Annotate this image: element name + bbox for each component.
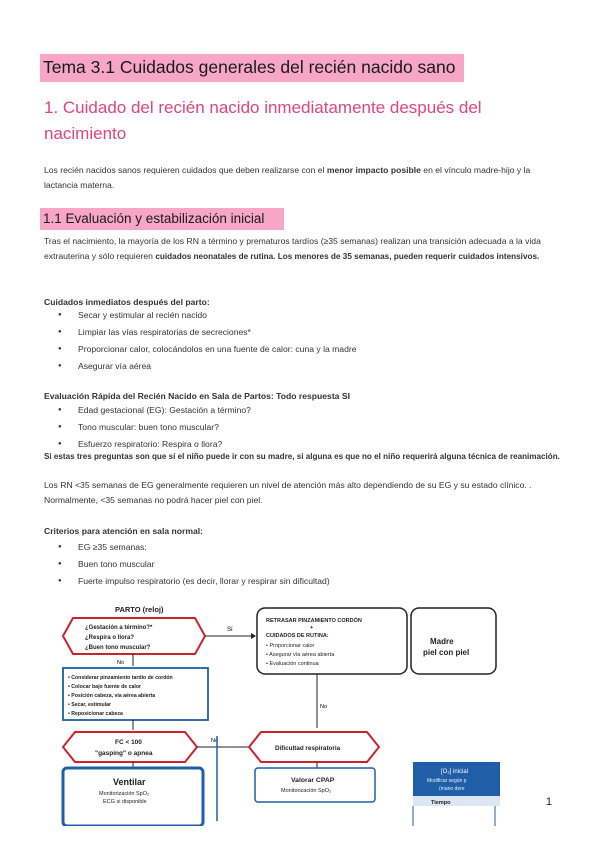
si-label: Sí (227, 627, 233, 633)
rutina-plus: + (310, 625, 314, 631)
cpap-label: Valorar CPAP (291, 777, 335, 784)
list-item: ● Buen tono muscular (62, 559, 154, 569)
question-2: ¿Respira o llora? (85, 635, 135, 641)
list-item: ● Secar y estimular al recién nacido (62, 310, 207, 320)
fc-box (63, 732, 197, 762)
p1-text-bold: cuidados neonatales de rutina. Los menores de 35 semanas, pueden requerir cuidados intensivos. (155, 252, 540, 261)
question-3: ¿Buen tono muscular? (85, 645, 151, 651)
madre-title: Madre (430, 637, 454, 646)
section-1-1-highlight (40, 208, 284, 230)
rutina-item: • Asegurar vía aérea abierta (266, 652, 335, 658)
o2-title: [O₂] inicial (441, 769, 469, 775)
question-1: ¿Gestación a término?* (85, 625, 153, 631)
rn-35-paragraph: Los RN <35 semanas de EG generalmente requieren un nivel de atención más alto dependiendo de su EG y su estado clínico. . Normalmente, <35 semanas no podrá hacer piel con piel. (44, 480, 532, 505)
step-item: • Secar, estimular (68, 702, 112, 708)
list-item: ● Tono muscular: buen tono muscular? (62, 422, 219, 432)
parto-label: PARTO (reloj) (115, 605, 164, 614)
page-number: 1 (545, 796, 552, 808)
page-title-highlight (40, 54, 464, 82)
fc-label: FC < 100 (115, 739, 142, 746)
list-item: ● Edad gestacional (EG): Gestación a término? (62, 405, 251, 415)
no-label: No (211, 738, 219, 744)
p1-text: Tras el nacimiento, la mayoría de los RN a término y prematuros tardíos (≥35 semanas) realizan una transición adecuada a la vida extrauterina y sólo requieren (44, 236, 541, 261)
madre-subtitle: piel con piel (423, 648, 470, 657)
list-item: ● EG ≥35 semanas: (62, 542, 147, 552)
no-label: No (117, 660, 125, 666)
cuidados-title: Cuidados inmediatos después del parto: (44, 297, 210, 307)
rutina-item: • Proporcionar calor (266, 643, 315, 649)
intro-text-bold: menor impacto posible (326, 165, 421, 175)
step-item: • Reposicionar cabeza (68, 711, 123, 717)
cpap-box (255, 768, 375, 802)
page-title: Tema 3.1 Cuidados generales del recién nacido sano (43, 57, 456, 77)
dificultad-label: Dificultad respiratoria (275, 745, 341, 752)
list-item: ● Limpiar las vías respiratorias de secreciones* (62, 327, 251, 337)
tiempo-label: Tiempo (431, 800, 451, 806)
section-1-intro (44, 163, 564, 193)
section-1-1-heading: 1.1 Evaluación y estabilización inicial (43, 211, 265, 226)
o2-sub: Modificar según p (427, 778, 467, 784)
list-item: ● Esfuerzo respiratorio: Respira o llora? (62, 439, 222, 449)
intro-text-c: en el vínculo madre-hijo y la lactancia materna. (44, 165, 531, 190)
step-item: • Considerar pinzamiento tardío de cordón (68, 675, 173, 681)
cpap-sub: Monitorización SpO₂ (281, 788, 332, 794)
list-item: ● Fuerte impulso respiratorio (es decir, llorar y respirar sin dificultad) (62, 576, 330, 586)
list-item: ● Asegurar vía aérea (62, 361, 151, 371)
criterios-title: Criterios para atención en sala normal: (44, 526, 204, 536)
ventilar-sub: ECG si disponible (103, 799, 147, 805)
no-label: No (320, 704, 328, 710)
rutina-item: • Evaluación continua (266, 661, 319, 667)
evaluacion-title: Evaluación Rápida del Recién Nacido en Sala de Partos: Todo respuesta SI (44, 391, 350, 401)
evaluacion-note: Si estas tres preguntas son que sí el niño puede ir con su madre, si alguna es que no el niño requerirá alguna técnica de reanimación. (44, 452, 560, 461)
fc-sub: "gasping" o apnea (95, 750, 153, 757)
ventilar-sub: Monitorización SpO₂ (99, 791, 150, 797)
o2-sub: (mano dere (439, 786, 465, 792)
o2-table-row (413, 796, 500, 806)
rutina-subtitle: CUIDADOS DE RUTINA: (266, 633, 329, 639)
resuscitation-flowchart (55, 596, 500, 826)
section-1-1-paragraph (44, 234, 564, 264)
step-item: • Colocar bajo fuente de calor (68, 684, 142, 690)
rutina-title: RETRASAR PINZAMIENTO CORDÓN (266, 618, 362, 624)
step-item: • Posición cabeza, vía aérea abierta (68, 693, 156, 699)
section-1-heading: 1. Cuidado del recién nacido inmediatamente después del nacimiento (44, 98, 482, 143)
ventilar-label: Ventilar (113, 777, 146, 787)
list-item: ● Proporcionar calor, colocándolos en una fuente de calor: cuna y la madre (62, 344, 357, 354)
intro-text-a: Los recién nacidos sanos requieren cuidados que deben realizarse con el (44, 165, 327, 175)
